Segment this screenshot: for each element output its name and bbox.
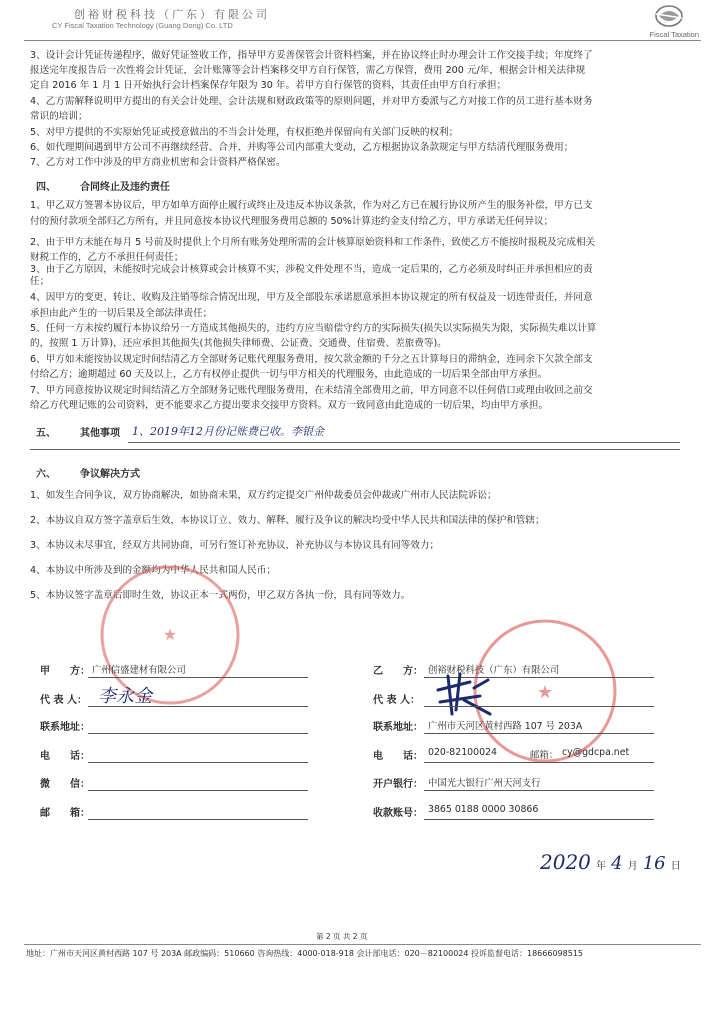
signing-date [540,850,681,874]
other-matters-line-2 [30,448,680,450]
clause-line: 4、本协议中所涉及到的金额均为中华人民共和国人民币； [30,565,276,576]
clause-line: 4、乙方需解释说明甲方提出的有关会计处理、会计法规和财政政策等的原则问题，并对甲方委派与乙方对接工作的员工进行基本财务 [30,96,593,107]
clause-line: 1、甲乙双方签署本协议后，甲方如单方面停止履行或终止及违反本协议条款，作为对乙方已在履行协议所产生的服务补偿，甲方已支 [30,200,593,211]
party-a-rep-line [88,705,308,707]
date-year-label: 年 [596,861,606,872]
party-a-email-line [88,818,308,820]
section-6-heading [36,465,140,480]
party-a-phone-line [88,761,308,763]
party-b-account: 3865 0188 0000 30866 [428,804,539,815]
party-a-label: 甲 方： [40,666,90,677]
party-b-email: cy@gdcpa.net [562,747,630,758]
party-a-phone-label: 电 话： [40,751,90,762]
clause-line: 5、本协议签字盖章后即时生效，协议正本一式两份，甲乙双方各执一份，具有同等效力。 [30,590,411,601]
section-number: 四、 [36,182,56,193]
clause-line: 6、如代理期间遇到甲方公司不再继续经营、合并、并购等公司内部重大变动，乙方根据协议条款规定与甲方结清代理服务费用； [30,142,574,153]
party-b-address: 广州市天河区黄村西路 107 号 203A [428,721,583,732]
party-a-address-line [88,732,308,734]
footer-contact: 地址：广州市天河区黄村西路 107 号 203A 邮政编码：510660 咨询热线：4000-018-918 会计部电话：020－82100024 投诉监督电话：18666098515 [26,949,583,958]
clause-line: 给乙方代理记账的公司资料，更不能要求乙方提出要求交接甲方资料。双方一致同意由此造成的一切后果，均由甲方承担。 [30,400,549,411]
footer-divider [24,944,701,945]
section-number: 六、 [36,469,56,480]
section-number: 五、 [36,428,56,439]
party-b-account-line [424,818,654,820]
party-b-rep-signature [430,670,500,718]
clause-line: 财税工作的，乙方不承担任何责任； [30,252,184,263]
clause-line: 常识的培训； [30,111,88,122]
clause-line: 4、因甲方的变更、转让、收购及注销等综合情况出现，甲方及全部股东承诺愿意承担本协议规定的所有权益及一切连带责任，并同意 [30,292,593,303]
clause-line: 的，按照 1 万计算)，还应承担其他损失(其他损失律师费、公证费、交通费、住宿费、差旅费等)。 [30,338,447,349]
party-a-name: 广州信盛建材有限公司 [92,665,186,676]
header-divider [24,40,701,41]
party-a-address-label: 联系地址： [40,722,90,733]
page-number: 第 2 页 共 2 页 [316,932,368,941]
party-a-wechat-line [88,789,308,791]
clause-line: 3、设计会计凭证传递程序，做好凭证签收工作，指导甲方妥善保管会计资料档案，并在协议终止时办理会计工作交接手续；年度终了 [30,50,593,61]
section-4-heading [36,178,170,193]
clause-line: 5、任何一方未按约履行本协议给另一方造成其他损失的，违约方应当赔偿守约方的实际损失(损失以实际损失为限，实际损失难以计算 [30,323,597,334]
clause-line: 任； [30,276,50,287]
party-b-phone-line [424,761,654,763]
clause-line: 付给乙方；逾期超过 60 天及以上，乙方有权停止提供一切与甲方相关的代理服务，由此造成的一切后果全部由甲方承担。 [30,369,548,380]
party-a-rep-label: 代 表 人： [40,695,87,706]
party-b-bank: 中国光大银行广州天河支行 [428,778,541,789]
date-year: 2020 [540,850,591,874]
party-b-address-line [424,732,654,734]
date-month-label: 月 [627,861,638,872]
party-a-name-line [88,676,308,678]
party-b-name: 创裕财税科技（广东）有限公司 [428,665,560,676]
clause-line: 付的预付款项全部归乙方所有，并且同意按本协议代理服务费用总额的 50%计算违约金支付给乙方，甲方承诺无任何异议； [30,216,554,227]
party-b-rep-label: 代 表 人： [373,695,420,706]
header-company-en: CY Fiscal Taxation Technology (Guang Dong) Co. LTD [52,21,233,30]
party-b-account-label: 收款账号： [373,808,423,819]
clause-line: 3、由于乙方原因，未能按时完成会计核算或会计核算不实，涉税文件处理不当，造成一定后果的，乙方必须及时纠正并承担相应的责 [30,264,593,275]
date-day-label: 日 [670,861,681,872]
clause-line: 7、乙方对工作中涉及的甲方商业机密和会计资料严格保密。 [30,157,286,168]
clause-line: 3、本协议未尽事宜，经双方共同协商，可另行签订补充协议，补充协议与本协议具有同等效力； [30,540,440,551]
svg-text:★: ★ [162,625,178,644]
date-month: 4 [611,853,623,874]
party-b-email-label: 邮箱： [530,750,559,761]
clause-line: 2、由于甲方未能在每月 5 号前及时提供上个月所有账务处理所需的会计核算原始资料和工作条件，致使乙方不能按时报税及完成相关 [30,237,596,248]
party-a-rep-signature: 李永金 [98,686,152,707]
other-matters-handwritten: 1、2019年12月份记账费已收。李银金 [132,425,324,438]
clause-line: 7、甲方同意按协议规定时间结清乙方全部财务记账代理服务费用，在未结清全部费用之前，甲方同意不以任何借口或理由收回之前交 [30,385,593,396]
logo-caption: Fiscal Taxation [649,30,699,39]
svg-text:★: ★ [536,682,554,703]
clause-line: 2、本协议自双方签字盖章后生效，本协议订立、效力、解释、履行及争议的解决均受中华人民共和国法律的保护和管辖； [30,515,545,526]
party-b-rep-line [424,705,654,707]
clause-line: 1、如发生合同争议，双方协商解决，如协商未果，双方约定提交广州仲裁委员会仲裁或广州市人民法院诉讼； [30,490,497,501]
section-5-heading [36,424,120,439]
party-a-wechat-label: 微 信： [40,779,90,790]
header-company-cn: 创裕财税科技（广东）有限公司 [74,8,270,21]
date-day: 16 [642,853,666,874]
party-b-label: 乙 方： [373,666,423,677]
party-a-email-label: 邮 箱： [40,808,90,819]
clause-line: 6、甲方如未能按协议规定时间结清乙方全部财务记账代理服务费用，按欠款金额的千分之五计算每日的滞纳金，连同余下欠款全部支 [30,354,593,365]
clause-line: 5、对甲方提供的不实原始凭证或授意做出的不当会计处理，有权拒绝并保留向有关部门反映的权利； [30,127,459,138]
party-b-address-label: 联系地址： [373,722,423,733]
section-title: 争议解决方式 [80,469,140,480]
party-b-bank-line [424,789,654,791]
clause-line: 定自 2016 年 1 月 1 日开始执行会计档案保存年限为 30 年。若甲方自行保管的资料，其责任由甲方自行承担； [30,80,507,91]
party-b-bank-label: 开户银行： [373,779,423,790]
clause-line: 报送完年度报告后一次性将会计凭证，会计账簿等会计档案移交甲方自行保管，需乙方保管，费用 200 元/年，根据会计相关法律规 [30,65,586,76]
party-b-phone-label: 电 话： [373,751,423,762]
party-b-phone: 020-82100024 [428,747,497,758]
section-title: 合同终止及违约责任 [80,182,170,193]
section-title: 其他事项 [80,428,120,439]
clause-line: 承担由此产生的一切后果及全部法律责任； [30,308,213,319]
